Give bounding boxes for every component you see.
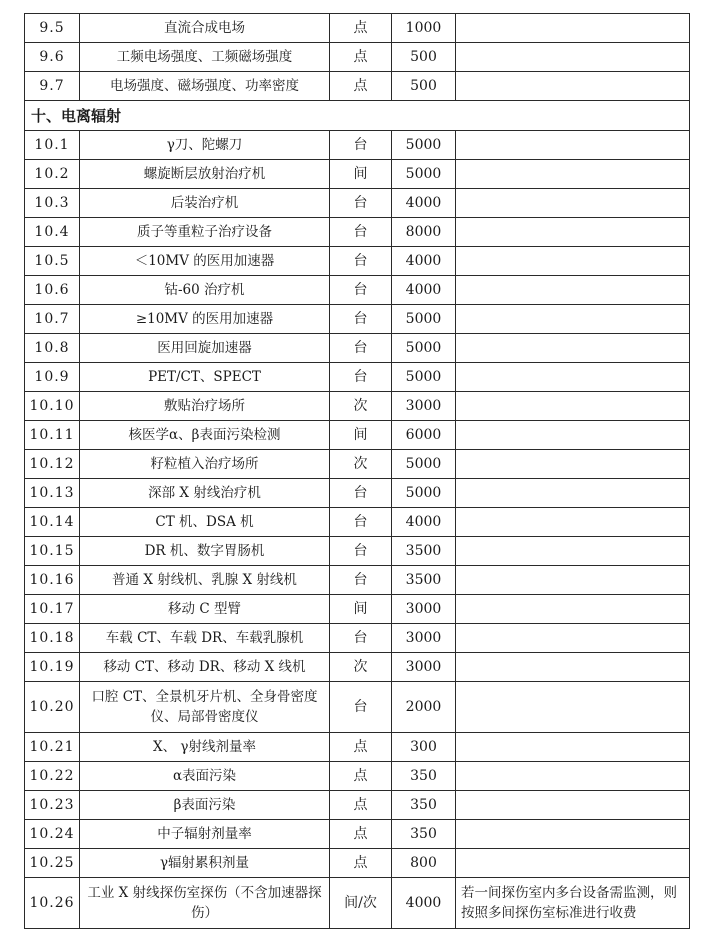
- item-name-cell: 工业 X 射线探伤室探伤（不含加速器探伤）: [80, 878, 330, 929]
- table-row: [25, 479, 690, 508]
- item-unit-cell: 点: [330, 791, 392, 820]
- item-name-cell: 口腔 CT、全景机牙片机、全身骨密度仪、局部骨密度仪: [80, 682, 330, 733]
- item-name-cell: 移动 CT、移动 DR、移动 X 线机: [80, 653, 330, 682]
- item-code-cell: 10.12: [25, 450, 80, 479]
- item-unit-cell: 台: [330, 566, 392, 595]
- item-price-cell: 350: [392, 791, 456, 820]
- item-unit-cell: 次: [330, 450, 392, 479]
- item-name-cell: 电场强度、磁场强度、功率密度: [80, 72, 330, 101]
- table-row: [25, 733, 690, 762]
- item-note-cell: [456, 189, 690, 218]
- item-unit-cell: 间: [330, 595, 392, 624]
- item-price-cell: 5000: [392, 479, 456, 508]
- item-name-cell: 深部 X 射线治疗机: [80, 479, 330, 508]
- table-row: [25, 595, 690, 624]
- table-row: [25, 305, 690, 334]
- item-price-cell: 5000: [392, 305, 456, 334]
- table-row: [25, 566, 690, 595]
- item-unit-cell: 台: [330, 334, 392, 363]
- item-name-cell: 钴-60 治疗机: [80, 276, 330, 305]
- item-code-cell: 10.16: [25, 566, 80, 595]
- table-row: [25, 276, 690, 305]
- item-unit-cell: 台: [330, 479, 392, 508]
- table-row: [25, 421, 690, 450]
- item-code-cell: 10.14: [25, 508, 80, 537]
- item-note-cell: [456, 566, 690, 595]
- table-row: [25, 160, 690, 189]
- section-header-body: [25, 101, 690, 131]
- item-unit-cell: 间: [330, 160, 392, 189]
- item-name-cell: DR 机、数字胃肠机: [80, 537, 330, 566]
- item-name-cell: 质子等重粒子治疗设备: [80, 218, 330, 247]
- table-row: [25, 682, 690, 733]
- item-name-cell: 核医学α、β表面污染检测: [80, 421, 330, 450]
- item-code-cell: 10.6: [25, 276, 80, 305]
- item-unit-cell: 次: [330, 392, 392, 421]
- table-row: [25, 392, 690, 421]
- item-note-cell: [456, 537, 690, 566]
- item-unit-cell: 台: [330, 363, 392, 392]
- table-row: [25, 537, 690, 566]
- item-price-cell: 500: [392, 43, 456, 72]
- item-unit-cell: 台: [330, 305, 392, 334]
- item-code-cell: 10.5: [25, 247, 80, 276]
- item-price-cell: 4000: [392, 247, 456, 276]
- item-price-cell: 5000: [392, 160, 456, 189]
- table-row: [25, 820, 690, 849]
- item-name-cell: α表面污染: [80, 762, 330, 791]
- table-row: [25, 653, 690, 682]
- item-name-cell: ≥10MV 的医用加速器: [80, 305, 330, 334]
- item-code-cell: 10.18: [25, 624, 80, 653]
- table-row: [25, 762, 690, 791]
- item-note-cell: [456, 305, 690, 334]
- item-name-cell: 敷贴治疗场所: [80, 392, 330, 421]
- item-price-cell: 3000: [392, 653, 456, 682]
- item-unit-cell: 点: [330, 849, 392, 878]
- item-note-cell: [456, 363, 690, 392]
- item-price-cell: 6000: [392, 421, 456, 450]
- item-code-cell: 10.1: [25, 131, 80, 160]
- item-note-cell: [456, 247, 690, 276]
- item-code-cell: 10.25: [25, 849, 80, 878]
- item-note-cell: [456, 595, 690, 624]
- item-name-cell: 工频电场强度、工频磁场强度: [80, 43, 330, 72]
- table-body-main: [25, 131, 690, 929]
- table-row: [25, 450, 690, 479]
- section-title: 十、电离辐射: [25, 101, 690, 131]
- item-name-cell: X、 γ射线剂量率: [80, 733, 330, 762]
- item-code-cell: 9.7: [25, 72, 80, 101]
- item-name-cell: 普通 X 射线机、乳腺 X 射线机: [80, 566, 330, 595]
- item-unit-cell: 点: [330, 820, 392, 849]
- item-code-cell: 10.13: [25, 479, 80, 508]
- item-name-cell: 车载 CT、车载 DR、车载乳腺机: [80, 624, 330, 653]
- item-code-cell: 10.26: [25, 878, 80, 929]
- item-name-cell: PET/CT、SPECT: [80, 363, 330, 392]
- item-note-cell: [456, 131, 690, 160]
- item-name-cell: 医用回旋加速器: [80, 334, 330, 363]
- item-name-cell: 直流合成电场: [80, 14, 330, 43]
- item-code-cell: 10.9: [25, 363, 80, 392]
- item-note-cell: [456, 392, 690, 421]
- item-unit-cell: 台: [330, 189, 392, 218]
- item-price-cell: 500: [392, 72, 456, 101]
- item-code-cell: 10.2: [25, 160, 80, 189]
- item-note-cell: 若一间探伤室内多台设备需监测，则按照多间探伤室标准进行收费: [456, 878, 690, 929]
- item-unit-cell: 点: [330, 762, 392, 791]
- table-row: [25, 849, 690, 878]
- item-price-cell: 3000: [392, 392, 456, 421]
- item-price-cell: 4000: [392, 189, 456, 218]
- item-price-cell: 4000: [392, 508, 456, 537]
- item-unit-cell: 台: [330, 508, 392, 537]
- item-unit-cell: 点: [330, 14, 392, 43]
- item-unit-cell: 台: [330, 247, 392, 276]
- item-code-cell: 10.7: [25, 305, 80, 334]
- item-price-cell: 300: [392, 733, 456, 762]
- item-code-cell: 10.23: [25, 791, 80, 820]
- item-price-cell: 2000: [392, 682, 456, 733]
- item-unit-cell: 台: [330, 682, 392, 733]
- item-unit-cell: 台: [330, 537, 392, 566]
- item-price-cell: 4000: [392, 276, 456, 305]
- item-note-cell: [456, 14, 690, 43]
- item-code-cell: 10.8: [25, 334, 80, 363]
- item-price-cell: 3000: [392, 595, 456, 624]
- item-unit-cell: 点: [330, 72, 392, 101]
- item-note-cell: [456, 849, 690, 878]
- item-code-cell: 10.15: [25, 537, 80, 566]
- item-name-cell: 中子辐射剂量率: [80, 820, 330, 849]
- item-note-cell: [456, 160, 690, 189]
- item-note-cell: [456, 421, 690, 450]
- item-price-cell: 5000: [392, 334, 456, 363]
- item-code-cell: 10.4: [25, 218, 80, 247]
- item-price-cell: 4000: [392, 878, 456, 929]
- item-code-cell: 10.11: [25, 421, 80, 450]
- table-row: [25, 218, 690, 247]
- item-name-cell: γ刀、陀螺刀: [80, 131, 330, 160]
- table-row: [25, 72, 690, 101]
- item-name-cell: ＜10MV 的医用加速器: [80, 247, 330, 276]
- item-unit-cell: 台: [330, 131, 392, 160]
- item-price-cell: 3500: [392, 537, 456, 566]
- item-unit-cell: 次: [330, 653, 392, 682]
- item-name-cell: 后装治疗机: [80, 189, 330, 218]
- table-row: [25, 791, 690, 820]
- item-code-cell: 10.20: [25, 682, 80, 733]
- table-row: [25, 247, 690, 276]
- item-code-cell: 9.5: [25, 14, 80, 43]
- section-header-row: [25, 101, 690, 131]
- item-note-cell: [456, 508, 690, 537]
- table-row: [25, 14, 690, 43]
- item-note-cell: [456, 653, 690, 682]
- item-price-cell: 350: [392, 820, 456, 849]
- item-code-cell: 10.10: [25, 392, 80, 421]
- item-note-cell: [456, 43, 690, 72]
- item-price-cell: 350: [392, 762, 456, 791]
- item-note-cell: [456, 334, 690, 363]
- table-row: [25, 508, 690, 537]
- item-code-cell: 10.22: [25, 762, 80, 791]
- item-price-cell: 5000: [392, 363, 456, 392]
- table-row: [25, 131, 690, 160]
- item-price-cell: 800: [392, 849, 456, 878]
- item-name-cell: 籽粒植入治疗场所: [80, 450, 330, 479]
- item-unit-cell: 点: [330, 43, 392, 72]
- item-note-cell: [456, 479, 690, 508]
- item-name-cell: β表面污染: [80, 791, 330, 820]
- table-row: [25, 363, 690, 392]
- table-row: [25, 43, 690, 72]
- item-note-cell: [456, 276, 690, 305]
- item-price-cell: 3500: [392, 566, 456, 595]
- item-code-cell: 9.6: [25, 43, 80, 72]
- table-row: [25, 189, 690, 218]
- item-note-cell: [456, 450, 690, 479]
- item-note-cell: [456, 762, 690, 791]
- item-unit-cell: 间: [330, 421, 392, 450]
- item-code-cell: 10.17: [25, 595, 80, 624]
- item-name-cell: CT 机、DSA 机: [80, 508, 330, 537]
- item-note-cell: [456, 733, 690, 762]
- item-unit-cell: 台: [330, 276, 392, 305]
- item-note-cell: [456, 682, 690, 733]
- item-price-cell: 1000: [392, 14, 456, 43]
- item-price-cell: 5000: [392, 450, 456, 479]
- item-note-cell: [456, 624, 690, 653]
- item-unit-cell: 台: [330, 624, 392, 653]
- item-code-cell: 10.19: [25, 653, 80, 682]
- table-body-top: [25, 14, 690, 101]
- item-note-cell: [456, 72, 690, 101]
- item-name-cell: γ辐射累积剂量: [80, 849, 330, 878]
- item-note-cell: [456, 218, 690, 247]
- table-row: [25, 624, 690, 653]
- item-name-cell: 螺旋断层放射治疗机: [80, 160, 330, 189]
- item-price-cell: 5000: [392, 131, 456, 160]
- table-row: [25, 878, 690, 929]
- item-price-cell: 8000: [392, 218, 456, 247]
- item-code-cell: 10.24: [25, 820, 80, 849]
- item-note-cell: [456, 820, 690, 849]
- fee-table: [24, 13, 690, 929]
- item-code-cell: 10.3: [25, 189, 80, 218]
- item-name-cell: 移动 C 型臂: [80, 595, 330, 624]
- item-unit-cell: 间/次: [330, 878, 392, 929]
- item-price-cell: 3000: [392, 624, 456, 653]
- table-row: [25, 334, 690, 363]
- item-code-cell: 10.21: [25, 733, 80, 762]
- item-unit-cell: 点: [330, 733, 392, 762]
- item-note-cell: [456, 791, 690, 820]
- item-unit-cell: 台: [330, 218, 392, 247]
